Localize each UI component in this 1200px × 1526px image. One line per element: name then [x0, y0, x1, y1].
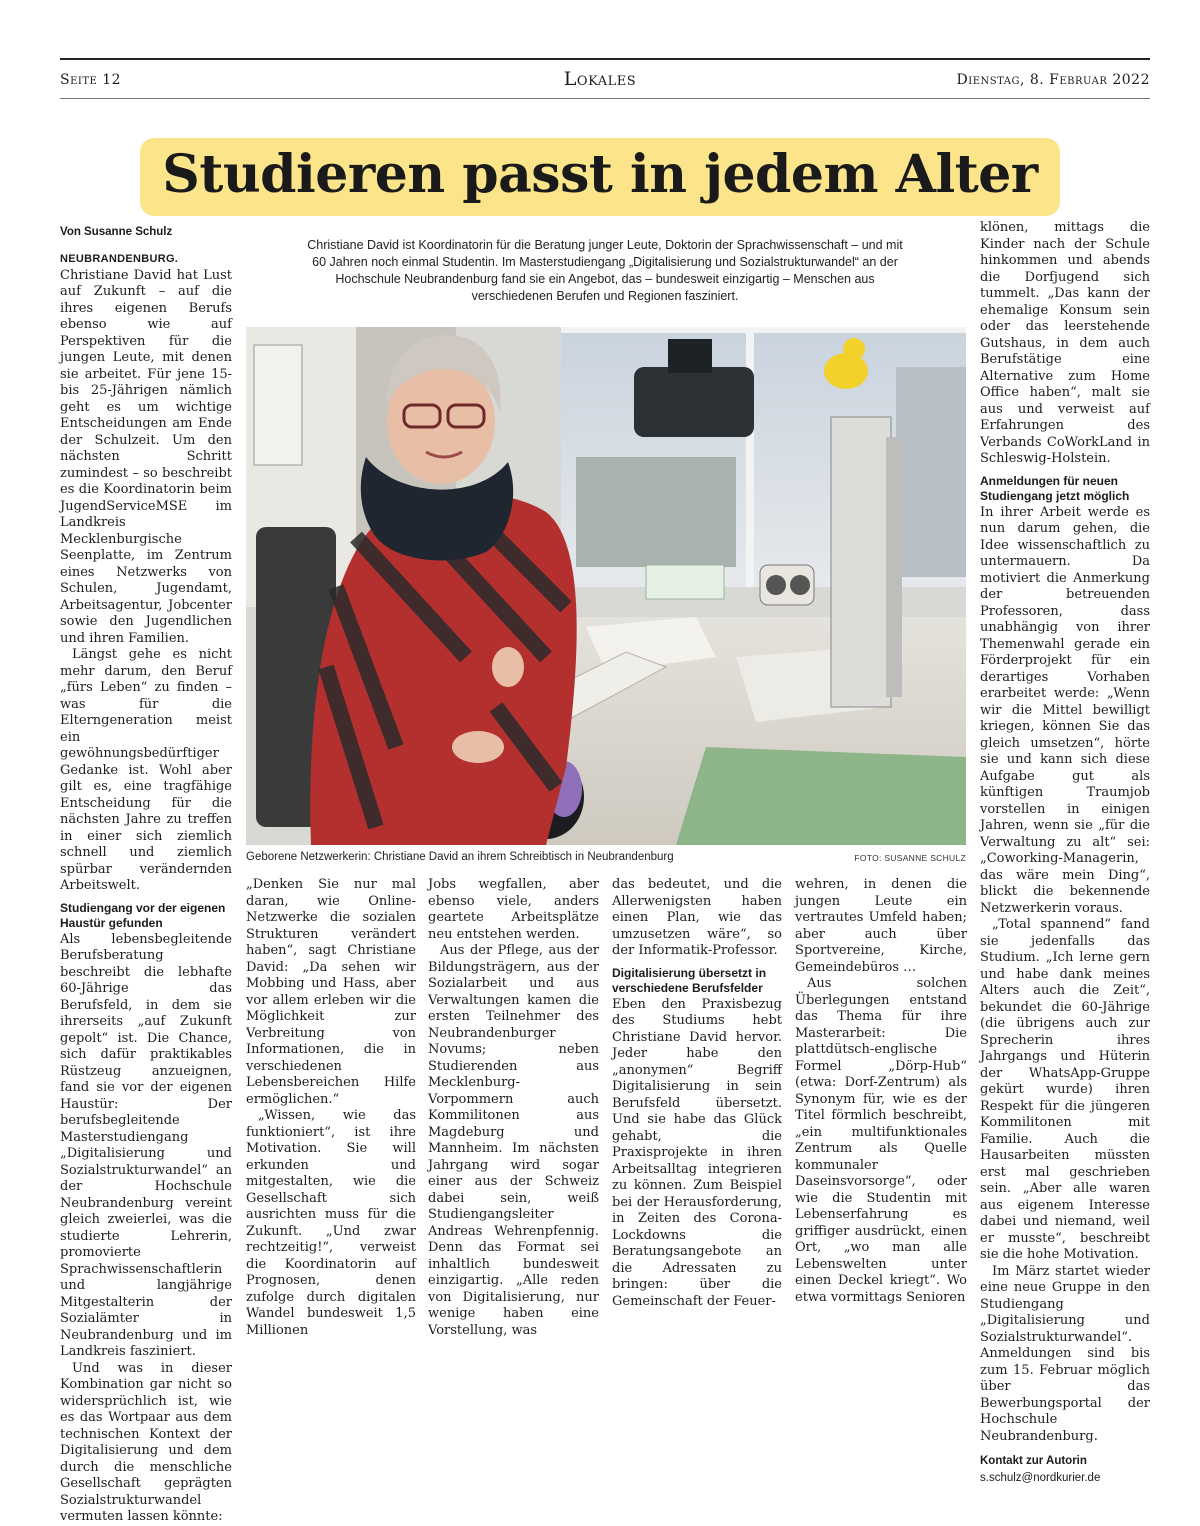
paragraph: wehren, in denen die jungen Leute ein vertrautes Umfeld haben; aber auch über Sportvereine, Kirche, Gemeindebüros …	[795, 877, 967, 975]
issue-date: Dienstag, 8. Februar 2022	[956, 72, 1150, 88]
section-title: Lokales	[563, 68, 637, 90]
paragraph: „Total spannend“ fand sie jedenfalls das Studium. „Ich lerne gern und habe dank meines Alters auch die Zeit“, bekundet die 60-Jährige (die übrigens auch zur Sprecherin ihres Jahrgangs und Hüterin der WhatsApp-Gruppe gekürt wurde) ihren Respekt für die jüngeren Kommilitonen mit Familie. Auch die Hausarbeiten müssten erst mal geschrieben sein. „Aber alle waren aus eigenem Interesse dabei und niemand, weil er musste“, beschreibt sie die hohe Motivation.	[980, 917, 1150, 1262]
paragraph: „Denken Sie nur mal daran, wie Online-Netzwerke die sozialen Strukturen verändert haben“, sagt Christiane David: „Da sehen wir Mobbing und Hass, aber vor allem erleben wir die Möglichkeit zur Verbreitung von Informationen, die in verschiedenen Lebensbereichen Hilfe ermöglichen.“	[246, 877, 416, 1107]
column-3	[428, 877, 599, 1339]
page-number: Seite 12	[60, 72, 122, 88]
paragraph-text: Christiane David hat Lust auf Zukunft – auf die ihres eigenen Berufs ebenso wie auf Perspektiven für die jungen Leute, mit denen sie arbeitet. Für jene 15- bis 25-Jährigen nämlich geht es um wichtige Entscheidungen am Ende der Schulzeit. Um den nächsten Schritt zumindest – so beschreibt es die Koordinatorin beim JugendServiceMSE im Landkreis Mecklenburgische Seenplatte, im Zentrum eines Netzwerks von Schulen, Jugendamt, Arbeitsagentur, Jobcenter sowie den Jugendlichen und ihren Familien.	[60, 267, 232, 646]
contact-heading: Kontakt zur Autorin	[980, 1455, 1087, 1467]
headline-block	[0, 138, 1200, 216]
paragraph: Längst gehe es nicht mehr darum, den Beruf „fürs Leben“ zu finden – was für die Elterngeneration meist ein gewöhnungsbedürftiger Gedanke ist. Wohl aber gilt es, eine tragfähige Entscheidung für die nächsten Jahre zu treffen in einer sich ziemlich schnell und ziemlich spürbar verändernden Arbeitswelt.	[60, 647, 232, 893]
caption-text: Geborene Netzwerkerin: Christiane David an ihrem Schreibtisch in Neubrandenburg	[246, 851, 674, 863]
paragraph: In ihrer Arbeit werde es nun darum gehen, die Idee wissenschaftlich zu untermauern. Da motiviert die Anmerkung der betreuenden Professoren, dass unabhängig von ihrer Themenwahl gerade ein Förderprojekt für ein derartiges Vorhaben erarbeitet werde: „Wenn wir die Mittel bewilligt kriegen, können Sie das gleich umsetzen“, hörte sie und kann sich diese Aufgabe gut als künftigen Traumjob vorstellen in einigen Jahren, wenn sie „für die Verwaltung zu alt“ sei: „Coworking-Managerin, das wäre mein Ding“, blickt die bekennende Netzwerkerin voraus.	[980, 504, 1150, 916]
author-email[interactable]: s.schulz@nordkurier.de	[980, 1471, 1101, 1484]
paragraph: Aus solchen Überlegungen entstand das Thema für ihre Masterarbeit: Die plattdütsch-englische Formel „Dörp-Hub“ (etwa: Dorf-Zentrum) als Synonym für, wie es der Titel förmlich beschreibt, „ein multifunktionales Zentrum als Quelle kommunaler Daseinsvorsorge“, oder wie die Studentin mit Lebenserfahrung es griffiger ausdrückt, einen Ort, „wo man alle Lebenswelten unter einen Deckel kriegt“. Wo etwa vormittags Senioren	[795, 976, 967, 1305]
intro-text: Christiane David ist Koordinatorin für die Beratung junger Leute, Doktorin der Sprachwissenschaft – und mit 60 Jahren noch einmal Studentin. Im Masterstudiengang „Digitalisierung und Sozialstrukturwandel“ an der Hochschule Neubrandenburg fand sie ein Angebot, das – bundesweit einzigartig – Menschen aus verschiedenen Berufen und Regionen fasziniert.	[307, 238, 903, 303]
headline: Studieren passt in jedem Alter	[140, 138, 1059, 216]
column-6	[980, 220, 1150, 1486]
office-photo-illustration	[246, 327, 966, 845]
top-rule	[60, 58, 1150, 60]
paragraph: Und was in dieser Kombination gar nicht so widersprüchlich ist, wie es das Wortpaar aus dem technischen Kontext der Digitalisierung und dem durch die menschliche Gesellschaft geprägten Sozialstrukturwandel vermuten lassen könnte:	[60, 1360, 232, 1524]
paragraph	[60, 251, 232, 647]
dateline: NEUBRANDENBURG.	[60, 253, 179, 265]
paragraph: das bedeutet, und die Allerwenigsten haben einen Plan, wie das umzusetzen wäre“, so der Informatik-Professor.	[612, 877, 782, 958]
byline: Von Susanne Schulz	[60, 226, 173, 238]
photo-caption	[246, 851, 966, 863]
article-photo	[246, 327, 966, 845]
paragraph: Aus der Pflege, aus der Bildungsträgern, aus der Sozialarbeit und aus Verwaltungen kamen die ersten Teilnehmer des Neubrandenburger Novums; neben Studierenden aus Mecklenburg-Vorpommern auch Kommilitonen aus Magdeburg und Mannheim. Im nächsten Jahrgang wird sogar einer aus der Schweiz dabei sein, weiß Studiengangsleiter Andreas Wehrenpfennig. Denn das Format sei inhaltlich bundesweit einzigartig. „Alle reden von Digitalisierung, nur wenige haben eine Vorstellung, was	[428, 943, 599, 1338]
column-5	[795, 877, 967, 1306]
paragraph: Jobs wegfallen, aber ebenso viele, anders geartete Arbeitsplätze neu entstehen werden.	[428, 877, 599, 942]
subheading: Digitalisierung übersetzt in verschiedene Berufsfelder	[612, 965, 767, 995]
paragraph: „Wissen, wie das funktioniert“, ist ihre Motivation. Sie will erkunden und mitgestalten, wie die Gesellschaft sich ausrichten muss für die Zukunft. „Und zwar rechtzeitig!“, verweist die Koordinatorin auf Prognosen, denen zufolge durch digitalen Wandel bundesweit 1,5 Millionen	[246, 1108, 416, 1338]
subheading: Studiengang vor der eigenen Haustür gefunden	[60, 900, 226, 930]
paragraph: Als lebensbegleitende Berufsberatung beschreibt die lebhafte 60-Jährige das Berufsfeld, in dem sie ihrerseits „auf Zukunft gepolt“ ist. Die Chance, sich dafür praktikables Rüstzeug anzueignen, fand sie vor der eigenen Haustür: Der berufsbegleitende Masterstudiengang „Digitalisierung und Sozialstrukturwandel“ an der Hochschule Neubrandenburg vereint gleich zweierlei, was die studierte Lehrerin, promovierte Sprachwissenschaftlerin und langjährige Mitgestalterin der Sozialämter in Neubrandenburg und im Landkreis fasziniert.	[60, 931, 232, 1359]
photo-credit: FOTO: SUSANNE SCHULZ	[854, 853, 966, 863]
paragraph: Eben den Praxisbezug des Studiums hebt Christiane David hervor. Jeder habe den „anonymen“ Begriff Digitalisierung in sein Berufsfeld übersetzt. Und sie habe das Glück gehabt, die Praxisprojekte in ihren Arbeitsalltag integrieren zu können. Zum Beispiel bei der Herausforderung, in Zeiten des Corona-Lockdowns die Beratungsangebote an die Adressaten zu bringen: über die Gemeinschaft der Feuer-	[612, 996, 782, 1309]
column-2	[246, 877, 416, 1339]
column-1	[60, 251, 232, 1526]
paragraph: Im März startet wieder eine neue Gruppe in den Studiengang „Digitalisierung und Sozialstrukturwandel“. Anmeldungen sind bis zum 15. Februar möglich über das Bewerbungsportal der Hochschule Neubrandenburg.	[980, 1263, 1150, 1444]
header-rule	[60, 98, 1150, 99]
paragraph: klönen, mittags die Kinder nach der Schule hinkommen und abends die Dorfjugend sich tummelt. „Das kann der ehemalige Konsum sein oder das leerstehende Gutshaus, in dem auch Berufstätige eine Alternative zum Home Office haben“, malt sie aus und verweist auf Erfahrungen des Verbands CoWorkLand in Schleswig-Holstein.	[980, 220, 1150, 466]
column-4	[612, 877, 782, 1310]
subheading: Anmeldungen für neuen Studiengang jetzt möglich	[980, 473, 1130, 503]
